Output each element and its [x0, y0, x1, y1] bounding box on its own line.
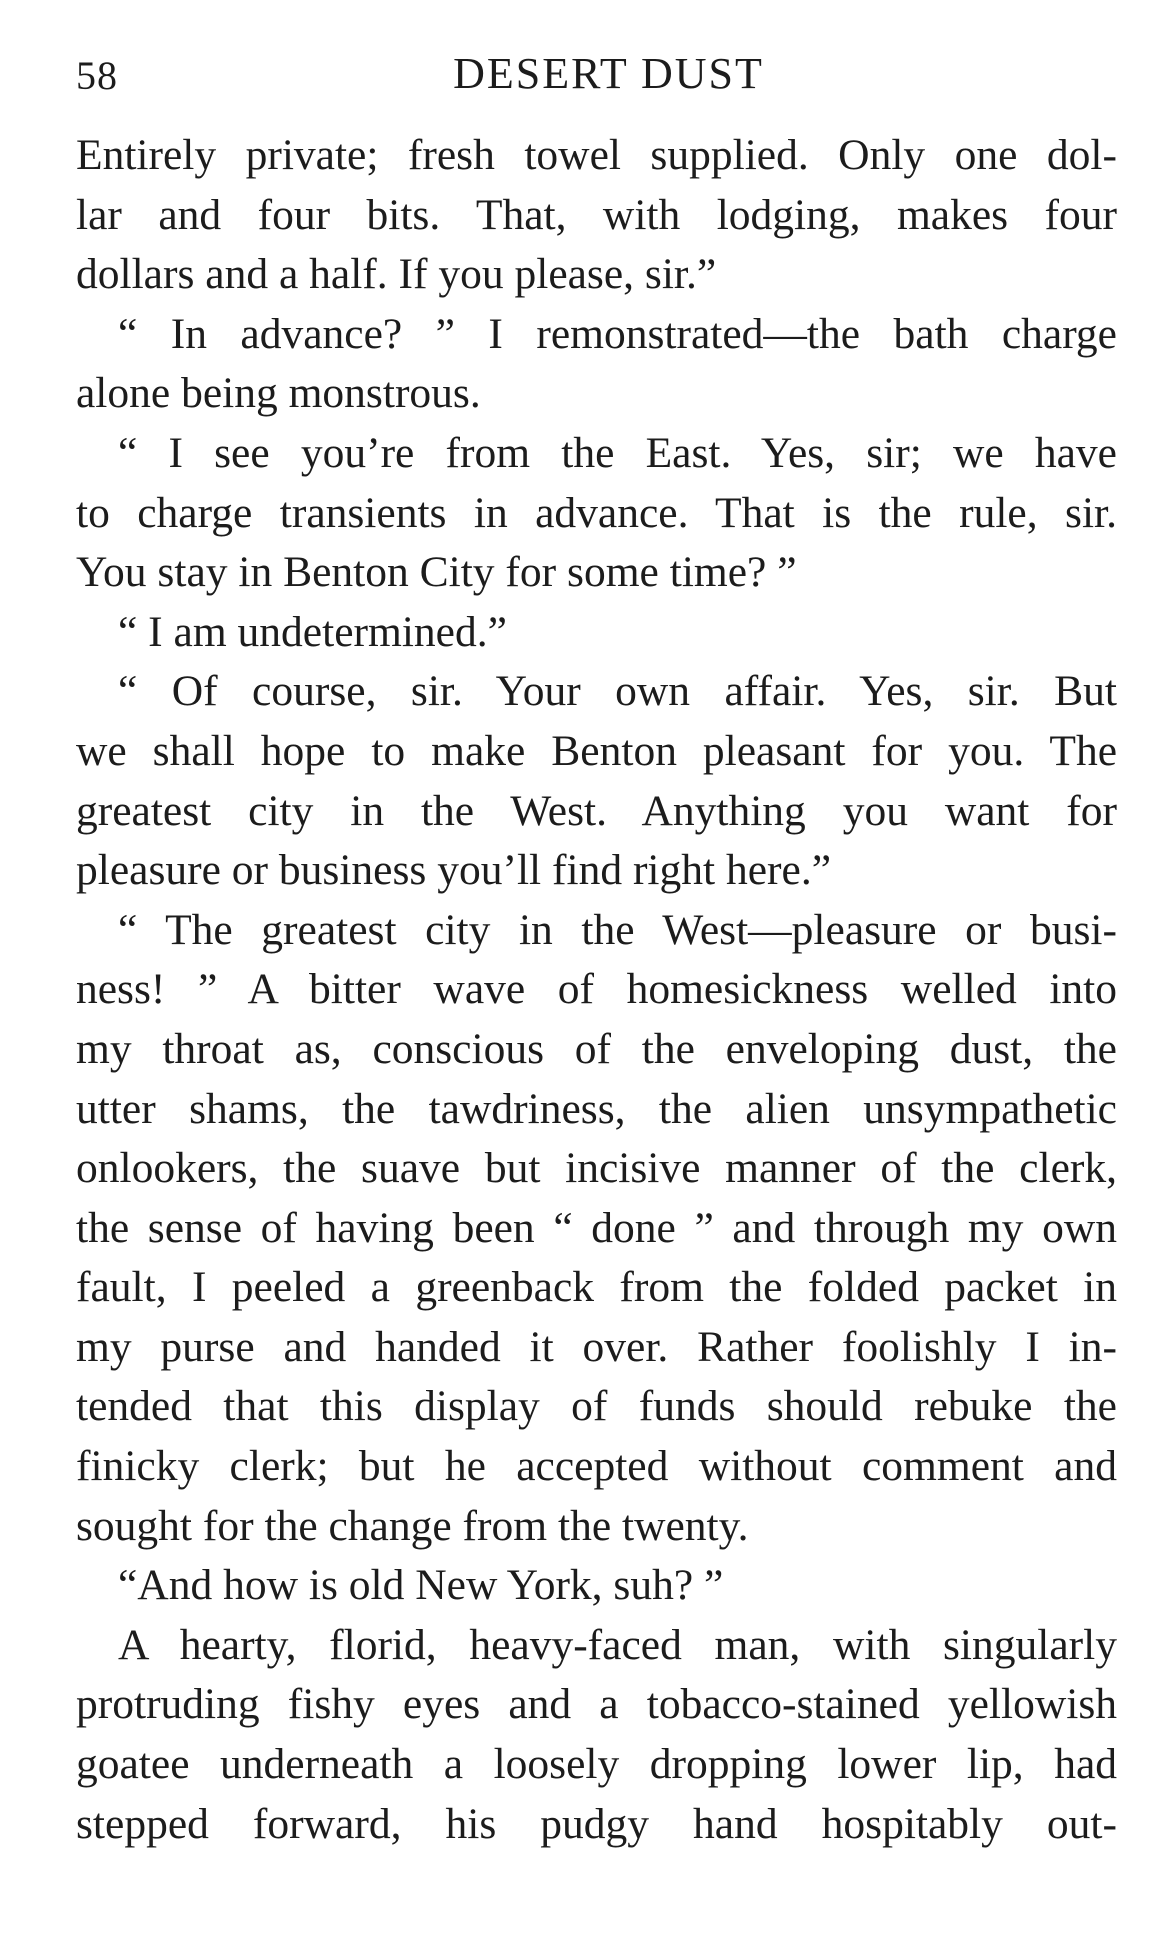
text-line: goatee underneath a loosely dropping lower lip, had: [76, 1740, 1117, 1789]
text-line: “ In advance? ” I remonstrated—the bath charge: [118, 309, 1117, 358]
text-line: we shall hope to make Benton pleasant for you. The: [76, 726, 1117, 775]
text-line: “ The greatest city in the West—pleasure or busi-: [118, 905, 1117, 954]
text-line: “ I am undetermined.”: [118, 607, 507, 656]
text-line: finicky clerk; but he accepted without comment and: [76, 1442, 1117, 1491]
text-line: utter shams, the tawdriness, the alien unsympathetic: [76, 1084, 1117, 1133]
text-line: sought for the change from the twenty.: [76, 1501, 749, 1550]
text-line: A hearty, florid, heavy-faced man, with singularly: [118, 1620, 1117, 1669]
text-line: my purse and handed it over. Rather foolishly I in-: [76, 1322, 1117, 1371]
text-line: pleasure or business you’ll find right here.”: [76, 846, 832, 895]
text-line: dollars and a half. If you please, sir.”: [76, 250, 717, 299]
text-line: fault, I peeled a greenback from the folded packet in: [76, 1263, 1117, 1312]
text-line: the sense of having been “ done ” and through my own: [76, 1203, 1117, 1252]
text-line: stepped forward, his pudgy hand hospitably out-: [76, 1799, 1117, 1848]
text-line: to charge transients in advance. That is the rule, sir.: [76, 488, 1117, 537]
page-number: 58: [76, 53, 118, 98]
body-text: [76, 126, 1117, 1854]
text-line: ness! ” A bitter wave of homesickness welled into: [76, 965, 1117, 1014]
text-line: “ I see you’re from the East. Yes, sir; we have: [118, 428, 1117, 477]
text-line: alone being monstrous.: [76, 369, 481, 418]
text-line: onlookers, the suave but incisive manner of the clerk,: [76, 1144, 1117, 1193]
text-line: Entirely private; fresh towel supplied. Only one dol-: [76, 131, 1117, 179]
text-line: lar and four bits. That, with lodging, makes four: [76, 190, 1117, 239]
running-title: DESERT DUST: [453, 49, 764, 98]
text-line: protruding fishy eyes and a tobacco-stained yellowish: [76, 1680, 1117, 1729]
text-line: my throat as, conscious of the enveloping dust, the: [76, 1024, 1117, 1073]
text-line: “ Of course, sir. Your own affair. Yes, sir. But: [118, 667, 1117, 716]
text-line: “And how is old New York, suh? ”: [118, 1561, 724, 1610]
page-header: [76, 40, 1111, 100]
text-line: You stay in Benton City for some time? ”: [76, 548, 797, 597]
text-line: tended that this display of funds should rebuke the: [76, 1382, 1117, 1431]
text-line: greatest city in the West. Anything you want for: [76, 786, 1117, 835]
